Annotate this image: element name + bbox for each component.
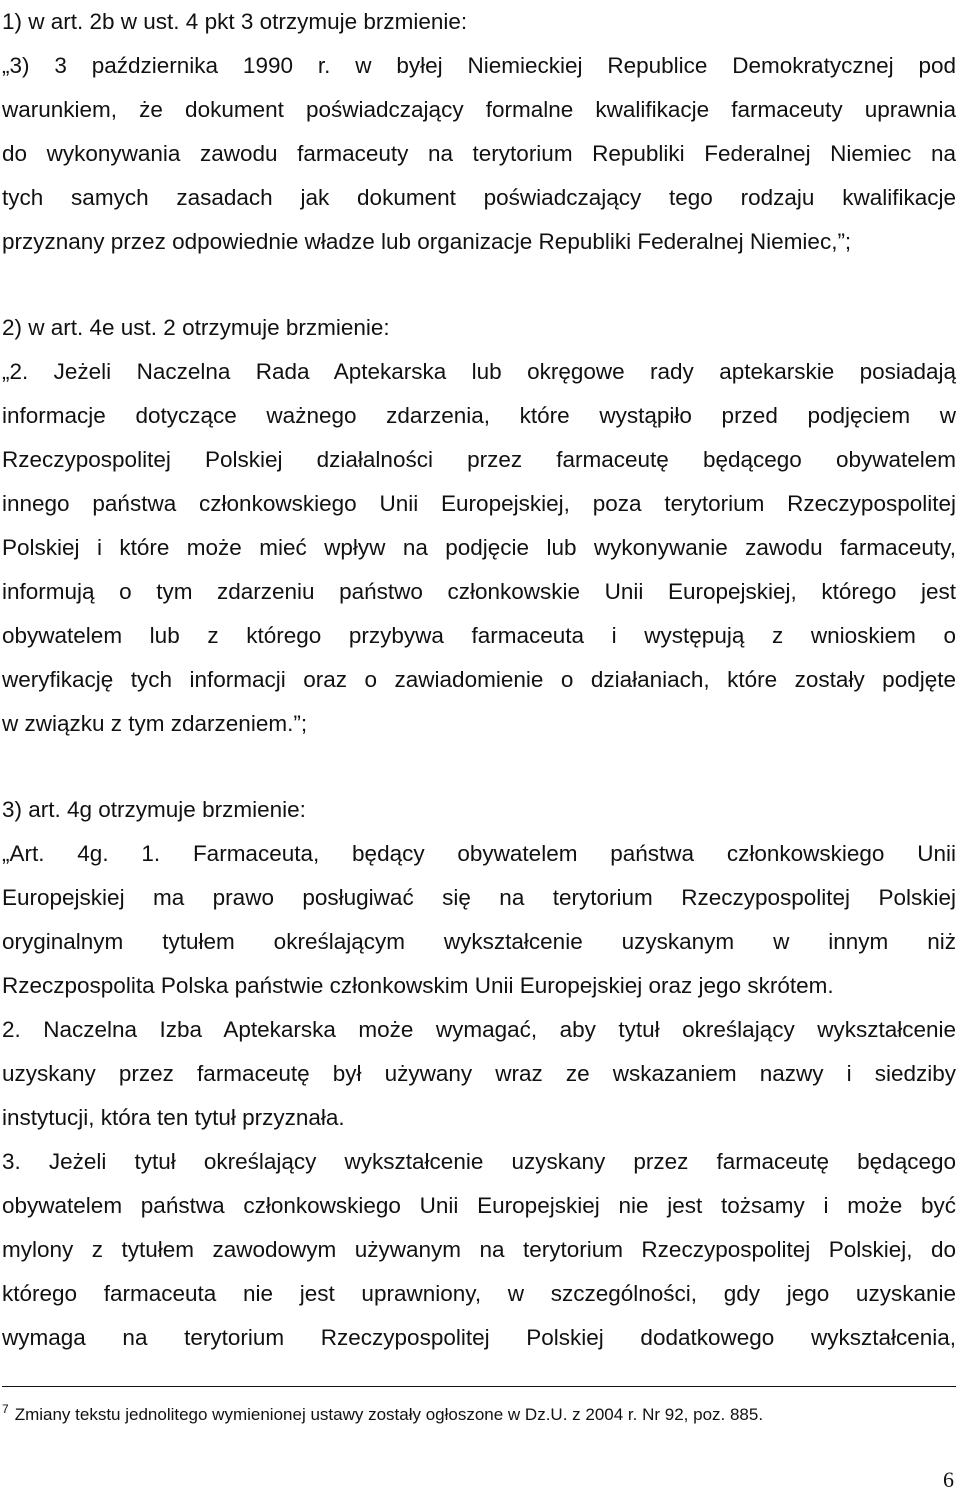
text-line: informują o tym zdarzeniu państwo członkowskie Unii Europejskiej, którego jest	[2, 579, 956, 604]
page-number: 6	[943, 1467, 954, 1492]
text-line: 3. Jeżeli tytuł określający wykształcenie uzyskany przez farmaceutę będącego	[2, 1149, 956, 1174]
text-line: innego państwa członkowskiego Unii Europejskiej, poza terytorium Rzeczypospolitej	[2, 491, 956, 516]
text-line: obywatelem państwa członkowskiego Unii Europejskiej nie jest tożsamy i może być	[2, 1193, 956, 1218]
text-line: oryginalnym tytułem określającym wykształcenie uzyskanym w innym niż	[2, 929, 956, 954]
text-line: warunkiem, że dokument poświadczający formalne kwalifikacje farmaceuty uprawnia	[2, 97, 956, 122]
text-line: 2) w art. 4e ust. 2 otrzymuje brzmienie:	[2, 315, 390, 340]
text-line: informacje dotyczące ważnego zdarzenia, które wystąpiło przed podjęciem w	[2, 403, 956, 428]
footnote-separator	[2, 1386, 956, 1387]
text-line: 2. Naczelna Izba Aptekarska może wymagać, aby tytuł określający wykształcenie	[2, 1017, 956, 1042]
text-line: mylony z tytułem zawodowym używanym na terytorium Rzeczypospolitej Polskiej, do	[2, 1237, 956, 1262]
text-line: obywatelem lub z którego przybywa farmaceuta i występują z wnioskiem o	[2, 623, 956, 648]
text-line: Polskiej i które może mieć wpływ na podjęcie lub wykonywanie zawodu farmaceuty,	[2, 535, 956, 560]
text-line: „Art. 4g. 1. Farmaceuta, będący obywatelem państwa członkowskiego Unii	[2, 841, 956, 866]
text-line: instytucji, która ten tytuł przyznała.	[2, 1105, 345, 1130]
text-line: Rzeczypospolitej Polskiej działalności przez farmaceutę będącego obywatelem	[2, 447, 956, 472]
text-line: „2. Jeżeli Naczelna Rada Aptekarska lub okręgowe rady aptekarskie posiadają	[2, 359, 956, 384]
footnote	[2, 1404, 763, 1427]
text-line: 3) art. 4g otrzymuje brzmienie:	[2, 797, 306, 822]
text-line: wymaga na terytorium Rzeczypospolitej Polskiej dodatkowego wykształcenia,	[2, 1325, 956, 1350]
text-line: Rzeczpospolita Polska państwie członkowskim Unii Europejskiej oraz jego skrótem.	[2, 973, 834, 998]
text-line: Europejskiej ma prawo posługiwać się na terytorium Rzeczypospolitej Polskiej	[2, 885, 956, 910]
text-line: do wykonywania zawodu farmaceuty na terytorium Republiki Federalnej Niemiec na	[2, 141, 956, 166]
text-line: „3) 3 października 1990 r. w byłej Niemieckiej Republice Demokratycznej pod	[2, 53, 956, 78]
text-line: przyznany przez odpowiednie władze lub organizacje Republiki Federalnej Niemiec,”;	[2, 229, 852, 254]
text-line: tych samych zasadach jak dokument poświadczający tego rodzaju kwalifikacje	[2, 185, 956, 210]
text-line: 1) w art. 2b w ust. 4 pkt 3 otrzymuje brzmienie:	[2, 9, 468, 34]
text-line: w związku z tym zdarzeniem.”;	[2, 711, 308, 736]
text-line: weryfikację tych informacji oraz o zawiadomienie o działaniach, które zostały podjęte	[2, 667, 956, 692]
text-line: którego farmaceuta nie jest uprawniony, w szczególności, gdy jego uzyskanie	[2, 1281, 956, 1306]
footnote-text: Zmiany tekstu jednolitego wymienionej ustawy zostały ogłoszone w Dz.U. z 2004 r. Nr 92, poz. 885.	[14, 1405, 764, 1424]
text-line: uzyskany przez farmaceutę był używany wraz ze wskazaniem nazwy i siedziby	[2, 1061, 956, 1086]
footnote-marker: 7	[2, 1402, 9, 1416]
